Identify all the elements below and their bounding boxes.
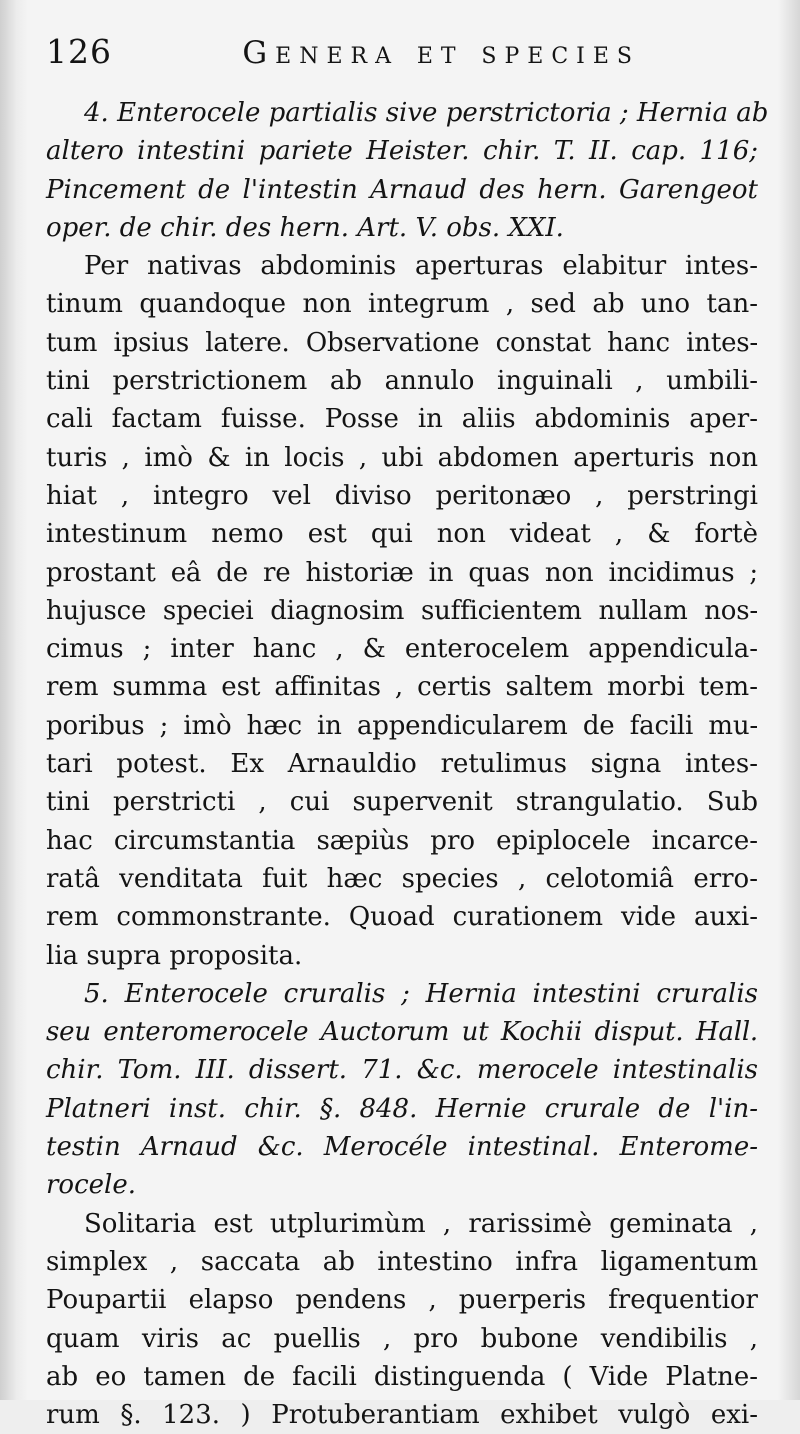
text-line: cali factam fuisse. Posse in aliis abdominis aper- xyxy=(46,404,758,435)
text-line: tini perstricti , cui supervenit strangulatio. Sub xyxy=(46,787,758,818)
text-line: hujusce speciei diagnosim sufficientem nullam nos- xyxy=(46,595,758,626)
text-line: Per nativas abdominis aperturas elabitur intes- xyxy=(84,251,758,282)
text-line: Pincement de l'intestin Arnaud des hern. Garengeot xyxy=(46,174,758,205)
text-line: 4. Enterocele partialis sive perstrictoria ; Hernia ab xyxy=(84,98,769,128)
text-line: 5. Enterocele cruralis ; Hernia intestini cruralis xyxy=(84,978,758,1009)
text-line: poribus ; imò hæc in appendicularem de facili mu- xyxy=(46,710,758,741)
text-line: Solitaria est utplurimùm , rarissimè geminata , xyxy=(84,1208,758,1239)
text-line: rem commonstrante. Quoad curationem vide auxi- xyxy=(46,902,758,933)
text-line: prostant eâ de re historiæ in quas non incidimus ; xyxy=(46,557,758,588)
text-line: hac circumstantia sæpiùs pro epiplocele incarce- xyxy=(46,825,758,856)
text-line: ab eo tamen de facili distinguenda ( Vide Platne- xyxy=(46,1361,758,1392)
text-line: intestinum nemo est qui non videat , & fortè xyxy=(46,519,758,550)
text-line: oper. de chir. des hern. Art. V. obs. XXI. xyxy=(46,212,564,243)
text-line: ratâ venditata fuit hæc species , celotomiâ erro- xyxy=(46,863,758,894)
page-header xyxy=(46,32,758,92)
text-line: tari potest. Ex Arnauldio retulimus signa intes- xyxy=(46,749,758,780)
text-line: rem summa est affinitas , certis saltem morbi tem- xyxy=(46,672,758,703)
text-line: rum §. 123. ) Protuberantiam exhibet vulgò exi- xyxy=(46,1400,758,1431)
text-line: lia supra proposita. xyxy=(46,940,303,971)
running-title: Genera et species xyxy=(242,35,640,71)
text-line: testin Arnaud &c. Merocéle intestinal. Enterome- xyxy=(46,1132,758,1163)
text-line: tinum quandoque non integrum , sed ab uno tan- xyxy=(46,289,758,320)
text-line: hiat , integro vel diviso peritonæo , perstringi xyxy=(46,480,758,511)
text-line: simplex , saccata ab intestino infra ligamentum xyxy=(46,1246,758,1277)
text-block xyxy=(46,32,769,1434)
text-line: altero intestini pariete Heister. chir. T. II. cap. 116; xyxy=(46,136,758,167)
text-line: Platneri inst. chir. §. 848. Hernie crurale de l'in- xyxy=(46,1093,758,1124)
text-line: cimus ; inter hanc , & enterocelem appendicula- xyxy=(46,634,758,665)
text-line: tum ipsius latere. Observatione constat hanc intes- xyxy=(46,327,758,358)
text-line: turis , imò & in locis , ubi abdomen aperturis non xyxy=(46,442,758,473)
text-line: Poupartii elapso pendens , puerperis frequentior xyxy=(46,1285,758,1316)
text-line: chir. Tom. III. dissert. 71. &c. merocele intestinalis xyxy=(46,1055,758,1086)
text-line: tini perstrictionem ab annulo inguinali , umbili- xyxy=(46,366,758,397)
page-number: 126 xyxy=(46,32,112,71)
text-line: quam viris ac puellis , pro bubone vendibilis , xyxy=(46,1323,758,1354)
text-line: seu enteromerocele Auctorum ut Kochii disput. Hall. xyxy=(46,1017,758,1048)
text-line: rocele. xyxy=(46,1170,136,1201)
